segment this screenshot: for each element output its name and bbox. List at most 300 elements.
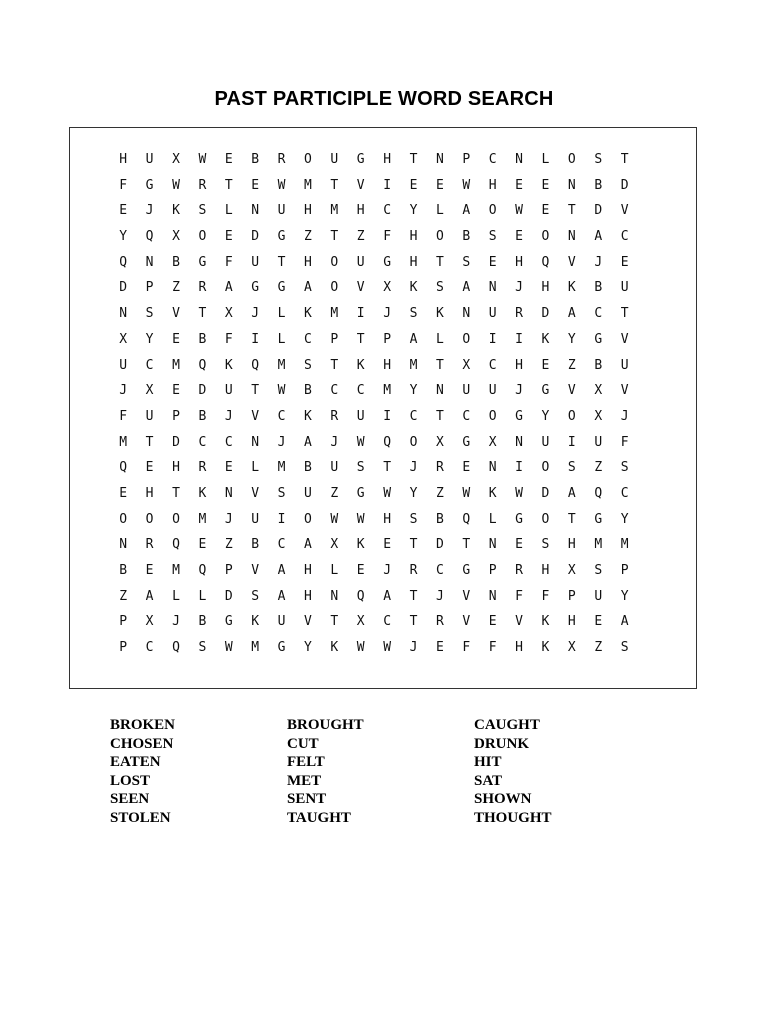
grid-letter: P	[330, 331, 339, 347]
grid-letter: T	[330, 614, 339, 630]
grid-letter: Y	[119, 229, 128, 245]
grid-letter: P	[119, 614, 128, 630]
grid-letter: L	[488, 511, 497, 527]
grid-letter: R	[330, 408, 339, 424]
grid-letter: H	[567, 537, 576, 553]
word-list-item: SHOWN	[474, 791, 532, 808]
grid-letter: N	[251, 434, 260, 450]
grid-letter: J	[224, 511, 233, 527]
grid-letter: N	[330, 588, 339, 604]
grid-letter: Y	[567, 331, 576, 347]
grid-letter: B	[594, 357, 603, 373]
grid-letter: M	[277, 460, 286, 476]
grid-letter: G	[277, 640, 286, 656]
grid-letter: I	[383, 177, 392, 193]
grid-letter: P	[620, 563, 629, 578]
grid-letter: Z	[330, 485, 339, 501]
grid-letter: S	[145, 306, 154, 322]
grid-letter: M	[304, 177, 312, 193]
grid-letter: N	[145, 254, 154, 270]
grid-letter: G	[145, 177, 154, 193]
grid-letter: Z	[119, 588, 128, 604]
grid-letter: C	[198, 434, 207, 450]
grid-letter: D	[435, 537, 444, 553]
grid-letter: F	[383, 229, 392, 245]
grid-letter: H	[567, 614, 576, 630]
grid-letter: H	[541, 563, 550, 578]
grid-letter: Y	[409, 383, 418, 399]
grid-letter: V	[515, 614, 523, 630]
grid-letter: J	[383, 306, 392, 322]
grid-letter: M	[330, 203, 339, 219]
grid-letter: O	[462, 331, 471, 347]
grid-letter: O	[330, 254, 339, 270]
grid-letter: N	[224, 485, 233, 501]
word-list-item: SAT	[474, 772, 503, 789]
grid-letter: J	[251, 306, 260, 322]
grid-letter: A	[277, 588, 286, 604]
grid-letter: G	[251, 280, 260, 296]
grid-letter: B	[594, 280, 603, 296]
grid-letter: A	[567, 485, 576, 501]
grid-letter: R	[409, 563, 418, 578]
grid-letter: W	[383, 485, 392, 501]
grid-letter: C	[356, 383, 365, 399]
grid-letter: G	[594, 331, 603, 347]
grid-letter: Q	[119, 460, 128, 476]
grid-letter: N	[251, 203, 260, 219]
grid-letter: A	[277, 563, 286, 578]
word-list-item: CAUGHT	[474, 717, 540, 733]
grid-letter: J	[409, 640, 418, 656]
grid-letter: O	[567, 152, 576, 167]
grid-letter: R	[515, 563, 523, 578]
grid-letter: U	[594, 588, 603, 604]
grid-letter: J	[119, 383, 128, 399]
grid-letter: A	[462, 203, 471, 219]
grid-letter: E	[515, 537, 523, 553]
grid-letter: E	[462, 460, 471, 476]
grid-letter: R	[277, 152, 286, 167]
grid-letter: D	[172, 434, 180, 450]
grid-letter: C	[620, 485, 629, 501]
grid-letter: N	[567, 177, 576, 193]
grid-letter: B	[198, 408, 207, 424]
grid-letter: S	[356, 460, 365, 476]
grid-letter: L	[172, 588, 180, 604]
grid-letter: I	[488, 331, 497, 347]
grid-letter: T	[224, 177, 233, 193]
grid-letter: J	[409, 460, 418, 476]
grid-letter: B	[172, 254, 180, 270]
grid-letter: F	[462, 640, 471, 656]
grid-letter: X	[435, 434, 444, 450]
grid-letter: N	[488, 537, 497, 553]
grid-letter: M	[594, 537, 603, 553]
grid-letter: E	[435, 177, 444, 193]
grid-letter: K	[541, 614, 550, 630]
grid-letter: A	[304, 434, 312, 450]
grid-letter: F	[224, 254, 233, 270]
grid-letter: A	[304, 537, 312, 553]
grid-letter: O	[172, 511, 180, 527]
grid-letter: A	[304, 280, 312, 296]
grid-letter: D	[198, 383, 207, 399]
grid-letter: K	[304, 306, 312, 322]
grid-letter: T	[172, 485, 180, 501]
grid-letter: S	[488, 229, 497, 245]
grid-letter: S	[304, 357, 312, 373]
grid-letter: E	[409, 177, 418, 193]
grid-letter: H	[383, 152, 392, 167]
grid-letter: F	[515, 588, 523, 604]
grid-letter: I	[515, 460, 523, 476]
grid-letter: Z	[304, 229, 312, 245]
grid-letter: S	[620, 640, 629, 656]
grid-letter: W	[515, 203, 523, 219]
grid-letter: O	[330, 280, 339, 296]
grid-letter: C	[145, 357, 154, 373]
grid-letter: E	[224, 460, 233, 476]
grid-letter: V	[251, 485, 260, 501]
grid-letter: E	[488, 254, 497, 270]
grid-letter: P	[145, 280, 154, 296]
grid-letter: X	[172, 152, 180, 167]
grid-letter: E	[541, 203, 550, 219]
grid-letter: O	[541, 229, 550, 245]
grid-letter: Y	[409, 485, 418, 501]
grid-letter: T	[330, 177, 339, 193]
grid-letter: I	[515, 331, 523, 347]
grid-letter: E	[435, 640, 444, 656]
grid-letter: L	[277, 306, 286, 322]
grid-letter: Q	[251, 357, 260, 373]
grid-letter: N	[119, 306, 128, 322]
grid-letter: X	[567, 640, 576, 656]
grid-letter: D	[541, 306, 550, 322]
grid-letter: W	[356, 640, 365, 656]
grid-letter: G	[383, 254, 392, 270]
grid-letter: E	[383, 537, 392, 553]
grid-letter: V	[356, 177, 365, 193]
grid-letter: X	[488, 434, 497, 450]
grid-letter: V	[620, 331, 629, 347]
grid-letter: C	[488, 357, 497, 373]
grid-letter: C	[277, 408, 286, 424]
grid-letter: V	[251, 408, 260, 424]
grid-letter: A	[224, 280, 233, 296]
grid-letter: Q	[383, 434, 392, 450]
grid-letter: J	[383, 563, 392, 578]
grid-letter: Y	[304, 640, 312, 656]
word-list-item: CUT	[287, 735, 319, 752]
grid-letter: T	[435, 254, 444, 270]
grid-letter: C	[435, 563, 444, 578]
grid-letter: V	[251, 563, 260, 578]
grid-letter: U	[330, 152, 339, 167]
word-list-item: CHOSEN	[110, 735, 174, 752]
word-list-item: BROKEN	[110, 717, 176, 733]
grid-letter: W	[277, 383, 286, 399]
grid-letter: T	[356, 331, 365, 347]
grid-letter: V	[567, 254, 576, 270]
grid-letter: S	[409, 511, 418, 527]
grid-letter: P	[462, 152, 471, 167]
grid-letter: K	[356, 537, 365, 553]
grid-letter: U	[462, 383, 471, 399]
grid-letter: P	[224, 563, 233, 578]
grid-letter: R	[198, 280, 207, 296]
grid-letter: Q	[198, 357, 207, 373]
grid-letter: Z	[594, 640, 603, 656]
grid-letter: G	[515, 408, 523, 424]
grid-letter: G	[462, 434, 471, 450]
grid-letter: X	[172, 229, 180, 245]
grid-letter: B	[251, 152, 260, 167]
grid-letter: H	[541, 280, 550, 296]
grid-letter: O	[435, 229, 444, 245]
grid-letter: O	[488, 203, 497, 219]
grid-letter: K	[172, 203, 180, 219]
grid-letter: T	[277, 254, 286, 270]
page-title: PAST PARTICIPLE WORD SEARCH	[214, 88, 554, 110]
grid-letter: K	[356, 357, 365, 373]
grid-letter: M	[172, 357, 180, 373]
grid-letter: O	[541, 460, 550, 476]
grid-letter: X	[330, 537, 339, 553]
grid-letter: U	[594, 434, 603, 450]
grid-letter: L	[330, 563, 339, 578]
grid-letter: R	[515, 306, 523, 322]
grid-letter: H	[515, 254, 523, 270]
grid-letter: T	[251, 383, 260, 399]
grid-letter: H	[304, 563, 312, 578]
grid-letter: H	[409, 254, 418, 270]
grid-letter: P	[119, 640, 128, 656]
grid-letter: E	[145, 460, 154, 476]
grid-letter: O	[304, 152, 312, 167]
grid-letter: B	[304, 383, 312, 399]
grid-letter: V	[304, 614, 312, 630]
grid-letter: I	[277, 511, 286, 527]
grid-letter: D	[620, 177, 629, 193]
grid-letter: T	[409, 537, 418, 553]
grid-letter: G	[541, 383, 550, 399]
grid-letter: U	[304, 485, 312, 501]
grid-letter: M	[198, 511, 207, 527]
grid-letter: E	[594, 614, 603, 630]
grid-letter: K	[224, 357, 233, 373]
grid-letter: D	[251, 229, 260, 245]
word-list-column-2	[287, 716, 364, 828]
grid-letter: L	[541, 152, 550, 167]
grid-letter: G	[277, 280, 286, 296]
grid-letter: K	[488, 485, 497, 501]
grid-letter: T	[435, 408, 444, 424]
grid-letter: W	[198, 152, 207, 167]
grid-letter: S	[594, 152, 603, 167]
grid-letter: B	[198, 614, 207, 630]
grid-letter: P	[567, 588, 576, 604]
grid-letter: G	[356, 152, 365, 167]
grid-letter: X	[119, 331, 128, 347]
grid-letter: G	[224, 614, 233, 630]
grid-letter: X	[567, 563, 576, 578]
grid-letter: W	[277, 177, 286, 193]
grid-letter: H	[383, 357, 392, 373]
grid-letter: Q	[145, 229, 154, 245]
grid-letter: R	[435, 460, 444, 476]
grid-letter: N	[435, 152, 444, 167]
word-list-item: EATEN	[110, 754, 161, 771]
grid-letter: W	[383, 640, 392, 656]
grid-letter: C	[224, 434, 233, 450]
grid-letter: T	[567, 203, 576, 219]
grid-letter: N	[515, 152, 523, 167]
grid-letter: R	[198, 177, 207, 193]
grid-letter: E	[515, 177, 523, 193]
grid-letter: K	[330, 640, 339, 656]
grid-letter: N	[515, 434, 523, 450]
word-list-item: SEEN	[110, 791, 150, 808]
word-list-item: DRUNK	[474, 735, 529, 752]
grid-letter: Q	[119, 254, 128, 270]
grid-letter: V	[356, 280, 365, 296]
grid-letter: J	[515, 280, 523, 296]
grid-letter: S	[567, 460, 576, 476]
grid-letter: B	[462, 229, 471, 245]
grid-letter: K	[567, 280, 576, 296]
grid-letter: F	[119, 408, 128, 424]
grid-letter: S	[251, 588, 260, 604]
grid-letter: L	[224, 203, 233, 219]
grid-letter: J	[145, 203, 154, 219]
grid-letter: B	[304, 460, 312, 476]
grid-letter: M	[383, 383, 392, 399]
grid-letter: S	[541, 537, 550, 553]
grid-letter: M	[330, 306, 339, 322]
grid-letter: G	[356, 485, 365, 501]
grid-letter: S	[594, 563, 603, 578]
grid-letter: O	[488, 408, 497, 424]
grid-letter: S	[198, 203, 207, 219]
grid-letter: G	[462, 563, 471, 578]
grid-letter: X	[356, 614, 365, 630]
grid-letter: W	[462, 177, 471, 193]
grid-letter: U	[145, 408, 154, 424]
grid-letter: Y	[409, 203, 418, 219]
grid-letter: N	[488, 588, 497, 604]
grid-letter: L	[277, 331, 286, 347]
grid-letter: V	[620, 203, 629, 219]
grid-letter: X	[224, 306, 233, 322]
grid-letter: K	[541, 640, 550, 656]
grid-letter: B	[435, 511, 444, 527]
grid-letter: H	[172, 460, 180, 476]
grid-letter: J	[330, 434, 339, 450]
grid-letter: N	[435, 383, 444, 399]
grid-letter: S	[620, 460, 629, 476]
grid-letter: H	[304, 254, 312, 270]
grid-letter: D	[224, 588, 233, 604]
grid-letter: V	[462, 614, 471, 630]
grid-letter: E	[224, 229, 233, 245]
grid-letter: K	[435, 306, 444, 322]
grid-letter: H	[488, 177, 497, 193]
grid-letter: N	[567, 229, 576, 245]
grid-letter: A	[567, 306, 576, 322]
grid-letter: L	[435, 203, 444, 219]
grid-letter: K	[409, 280, 418, 296]
grid-letter: E	[541, 357, 550, 373]
grid-letter: E	[145, 563, 154, 578]
grid-letter: H	[304, 588, 312, 604]
word-list-column-3	[474, 716, 552, 828]
grid-letter: E	[172, 331, 180, 347]
grid-letter: U	[277, 614, 286, 630]
grid-letter: E	[488, 614, 497, 630]
grid-letter: T	[383, 460, 392, 476]
grid-letter: B	[119, 563, 128, 578]
grid-letter: W	[515, 485, 523, 501]
grid-letter: U	[224, 383, 233, 399]
grid-letter: T	[198, 306, 207, 322]
grid-letter: V	[172, 306, 180, 322]
grid-letter: E	[172, 383, 180, 399]
grid-letter: T	[409, 588, 418, 604]
grid-letter: A	[620, 614, 629, 630]
grid-letter: T	[330, 229, 339, 245]
grid-letter: J	[594, 254, 603, 270]
grid-letter: U	[356, 254, 365, 270]
grid-letter: F	[119, 177, 128, 193]
grid-letter: D	[119, 280, 128, 296]
grid-letter: S	[435, 280, 444, 296]
grid-letter: C	[594, 306, 603, 322]
grid-letter: M	[409, 357, 418, 373]
word-list-item: TAUGHT	[287, 809, 351, 826]
word-list-item: LOST	[110, 772, 151, 789]
grid-letter: E	[515, 229, 523, 245]
grid-letter: Z	[435, 485, 444, 501]
grid-letter: E	[119, 203, 128, 219]
grid-letter: I	[383, 408, 392, 424]
grid-letter: I	[251, 331, 260, 347]
grid-letter: P	[383, 331, 392, 347]
grid-letter: M	[172, 563, 180, 578]
grid-letter: Q	[541, 254, 550, 270]
grid-letter: R	[145, 537, 154, 553]
grid-letter: O	[145, 511, 154, 527]
grid-letter: H	[383, 511, 392, 527]
grid-letter: O	[567, 408, 576, 424]
grid-letter: R	[198, 460, 207, 476]
grid-letter: S	[277, 485, 286, 501]
word-list-column-1	[110, 716, 175, 828]
grid-letter: Y	[145, 331, 154, 347]
grid-letter: J	[515, 383, 523, 399]
grid-letter: C	[304, 331, 312, 347]
grid-letter: T	[409, 614, 418, 630]
grid-letter: U	[620, 280, 629, 296]
grid-letter: K	[251, 614, 260, 630]
word-list-item: FELT	[287, 754, 325, 771]
grid-letter: K	[541, 331, 550, 347]
grid-letter: X	[383, 280, 392, 296]
grid-letter: L	[435, 331, 444, 347]
grid-letter: U	[541, 434, 550, 450]
grid-letter: Q	[594, 485, 603, 501]
